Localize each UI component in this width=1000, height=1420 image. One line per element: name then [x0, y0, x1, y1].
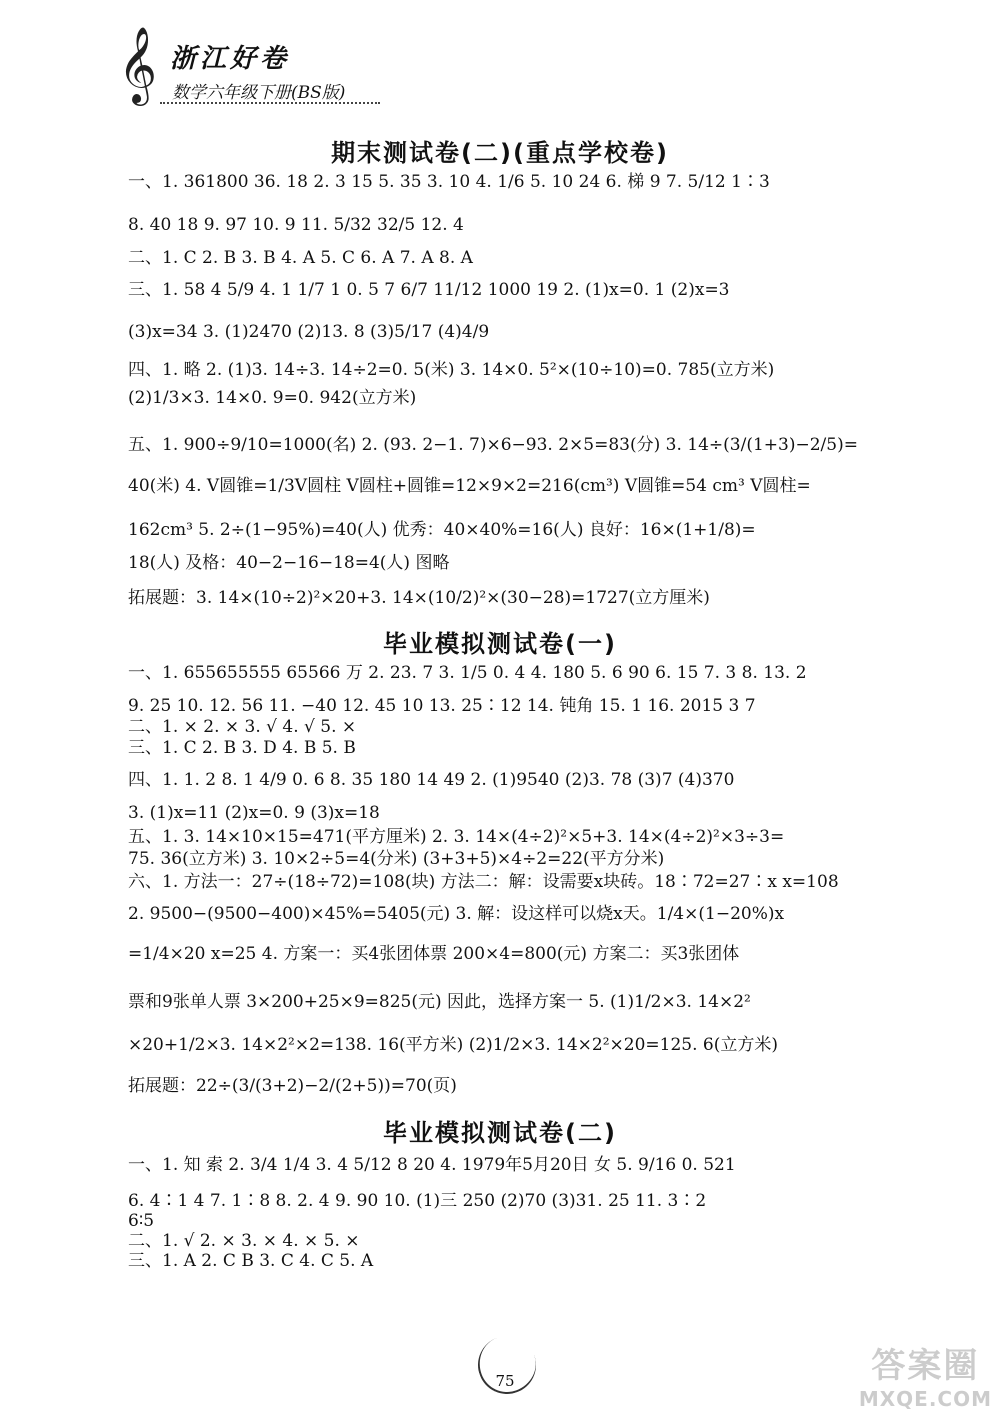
- answer-line: 40(米) 4. V圆锥=1/3V圆柱 V圆柱+圆锥=12×9×2=216(cm³) V圆锥=54 cm³ V圆柱=: [128, 476, 811, 496]
- answer-line: 二、1. C 2. B 3. B 4. A 5. C 6. A 7. A 8. A: [128, 248, 473, 268]
- section-title: 毕业模拟测试卷(一): [383, 630, 617, 658]
- book-brand: 浙江好卷: [170, 44, 291, 74]
- answer-line: 一、1. 知 索 2. 3/4 1/4 3. 4 5/12 8 20 4. 1979年5月20日 女 5. 9/16 0. 521: [128, 1155, 736, 1175]
- answer-line: 一、1. 655655555 65566 万 2. 23. 7 3. 1/5 0. 4 4. 180 5. 6 90 6. 15 7. 3 8. 13. 2: [128, 663, 807, 683]
- watermark-logo: 答案圈 MXQE.COM: [858, 1346, 992, 1411]
- page-number-ornament: [470, 1328, 544, 1402]
- answer-line: 8. 40 18 9. 97 10. 9 11. 5/32 32/5 12. 4: [128, 215, 464, 235]
- answer-line: 五、1. 3. 14×10×15=471(平方厘米) 2. 3. 14×(4÷2)²×5+3. 14×(4÷2)²×3÷3=: [128, 827, 785, 847]
- answer-line: 六、1. 方法一：27÷(18÷72)=108(块) 方法二：解：设需要x块砖。18∶72=27∶x x=108: [128, 872, 839, 892]
- answer-line: 162cm³ 5. 2÷(1−95%)=40(人) 优秀：40×40%=16(人) 良好：16×(1+1/8)=: [128, 520, 756, 540]
- answer-line: 四、1. 略 2. (1)3. 14÷3. 14÷2=0. 5(米) 3. 14×0. 5²×(10÷10)=0. 785(立方米): [128, 360, 775, 380]
- answer-line: 二、1. √ 2. × 3. × 4. × 5. ×: [128, 1231, 360, 1251]
- answer-line: 9. 25 10. 12. 56 11. −40 12. 45 10 13. 25∶12 14. 钝角 15. 1 16. 2015 3 7: [128, 696, 756, 716]
- section-title: 毕业模拟测试卷(二): [383, 1119, 617, 1147]
- answer-line: 6∶5: [128, 1211, 155, 1231]
- answer-line: 拓展题：3. 14×(10÷2)²×20+3. 14×(10/2)²×(30−28)=1727(立方厘米): [128, 588, 710, 608]
- answer-line: 二、1. × 2. × 3. √ 4. √ 5. ×: [128, 717, 357, 737]
- answer-line: 票和9张单人票 3×200+25×9=825(元) 因此，选择方案一 5. (1)1/2×3. 14×2²: [128, 992, 751, 1012]
- answer-line: 三、1. A 2. C B 3. C 4. C 5. A: [128, 1251, 374, 1271]
- answer-line: 五、1. 900÷9/10=1000(名) 2. (93. 2−1. 7)×6−93. 2×5=83(分) 3. 14÷(3/(1+3)−2/5)=: [128, 435, 858, 455]
- answer-line: 拓展题：22÷(3/(3+2)−2/(2+5))=70(页): [128, 1076, 457, 1096]
- answer-line: 3. (1)x=11 (2)x=0. 9 (3)x=18: [128, 803, 380, 823]
- answer-line: 三、1. 58 4 5/9 4. 1 1/7 1 0. 5 7 6/7 11/12 1000 19 2. (1)x=0. 1 (2)x=3: [128, 280, 730, 300]
- answer-line: ×20+1/2×3. 14×2²×2=138. 16(平方米) (2)1/2×3. 14×2²×20=125. 6(立方米): [128, 1035, 778, 1055]
- page-number: 75: [495, 1372, 515, 1390]
- answer-line: 四、1. 1. 2 8. 1 4/9 0. 6 8. 35 180 14 49 2. (1)9540 (2)3. 78 (3)7 (4)370: [128, 770, 735, 790]
- answer-line: 18(人) 及格：40−2−16−18=4(人) 图略: [128, 553, 450, 573]
- answer-line: =1/4×20 x=25 4. 方案一：买4张团体票 200×4=800(元) 方案二：买3张团体: [128, 944, 740, 964]
- answer-line: 2. 9500−(9500−400)×45%=5405(元) 3. 解：设这样可以烧x天。1/4×(1−20%)x: [128, 904, 785, 924]
- answer-line: (3)x=34 3. (1)2470 (2)13. 8 (3)5/17 (4)4/9: [128, 322, 490, 342]
- answer-line: (2)1/3×3. 14×0. 9=0. 942(立方米): [128, 388, 417, 408]
- answer-line: 一、1. 361800 36. 18 2. 3 15 5. 35 3. 10 4. 1/6 5. 10 24 6. 梯 9 7. 5/12 1∶3: [128, 172, 770, 192]
- treble-clef-icon: 𝄞: [118, 26, 158, 103]
- answer-line: 6. 4∶1 4 7. 1∶8 8. 2. 4 9. 90 10. (1)三 250 (2)70 (3)31. 25 11. 3∶2: [128, 1191, 707, 1211]
- header-divider: [160, 102, 380, 104]
- answer-line: 三、1. C 2. B 3. D 4. B 5. B: [128, 738, 356, 758]
- section-title: 期末测试卷(二)(重点学校卷): [331, 139, 669, 167]
- answer-line: 75. 36(立方米) 3. 10×2÷5=4(分米) (3+3+5)×4÷2=22(平方分米): [128, 849, 665, 869]
- book-subtitle: 数学六年级下册(BS版): [172, 83, 346, 103]
